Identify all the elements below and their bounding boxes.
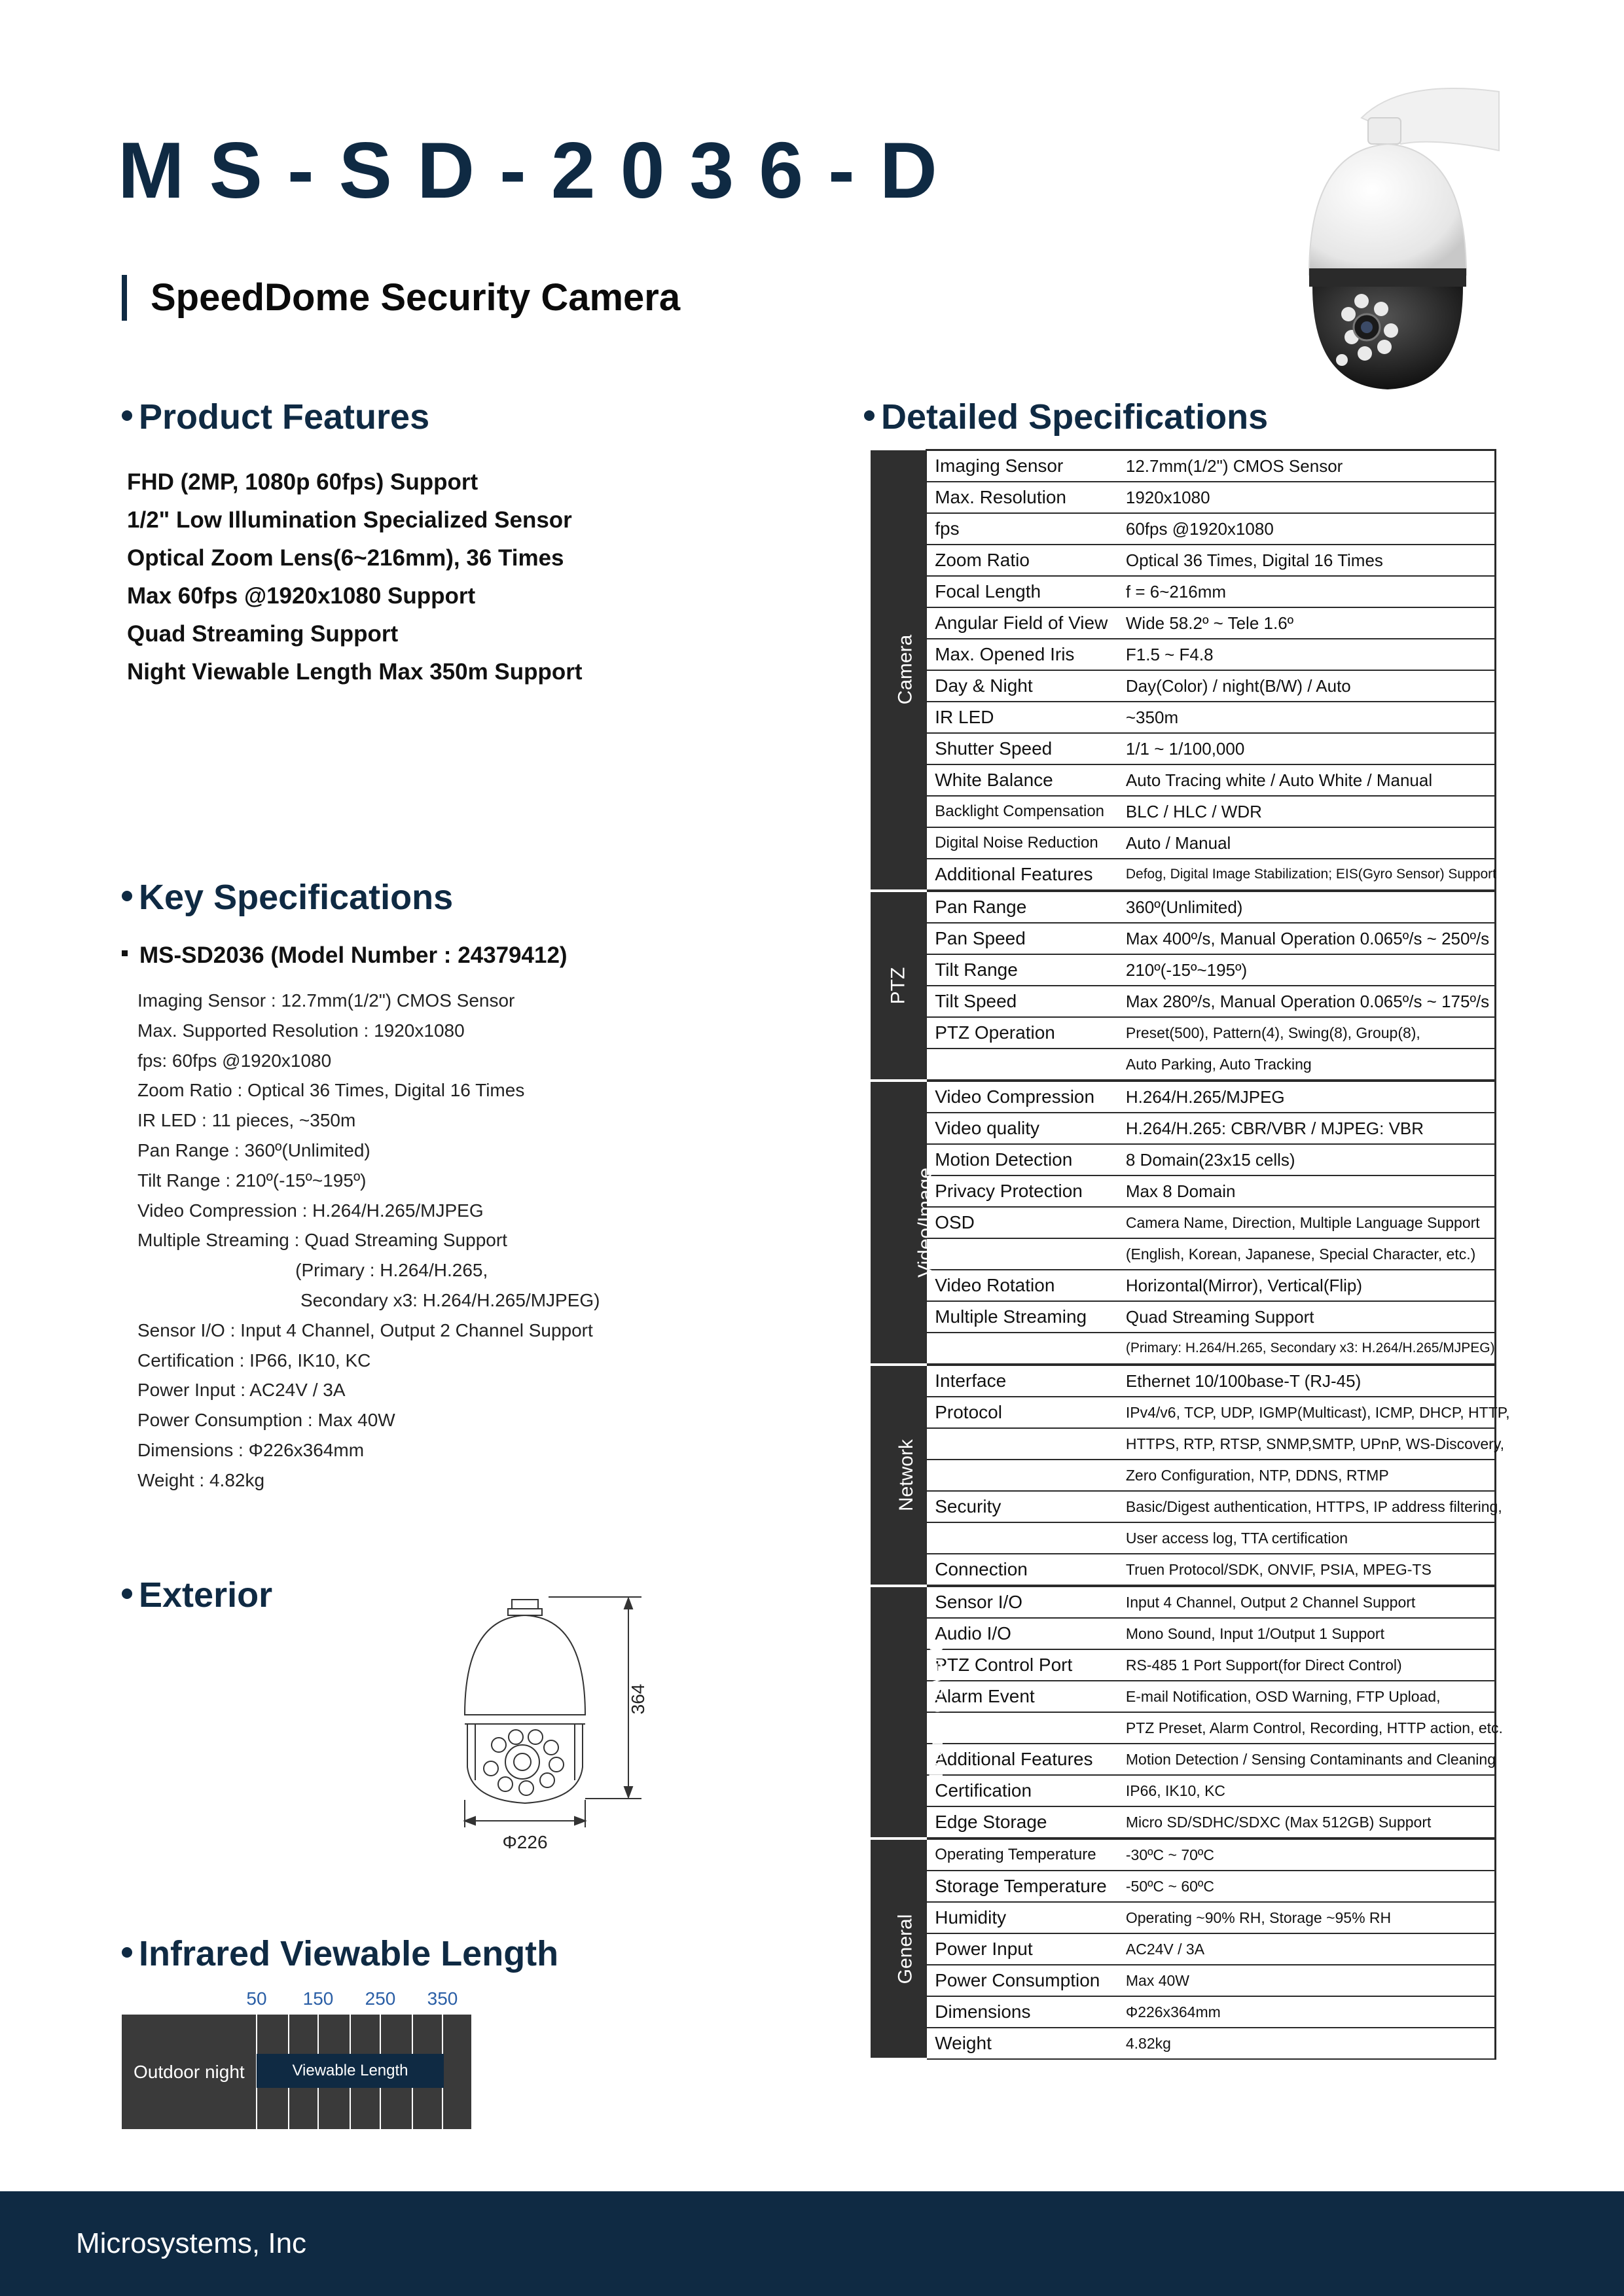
spec-label: Video Rotation [926,1270,1118,1301]
footer-bar [0,2191,1624,2296]
spec-row [871,891,1496,923]
spec-value: F1.5 ~ F4.8 [1118,639,1496,670]
spec-row [871,576,1496,607]
spec-row [871,1681,1496,1712]
spec-value: -30ºC ~ 70ºC [1118,1839,1496,1871]
key-spec-line: Tilt Range : 210º(-15º~195º) [137,1170,367,1191]
spec-label: Protocol [926,1397,1118,1428]
viewable-length-bar: Viewable Length [257,2054,444,2088]
spec-label: Focal Length [926,576,1118,607]
spec-value: Max 8 Domain [1118,1175,1496,1207]
spec-row [871,1113,1496,1144]
spec-row [871,733,1496,764]
key-spec-line: Certification : IP66, IK10, KC [137,1350,371,1371]
spec-row [871,1871,1496,1902]
spec-row [871,1270,1496,1301]
bullet-icon [122,891,132,901]
spec-label: PTZ Control Port [926,1649,1118,1681]
spec-row [871,639,1496,670]
spec-value: Auto Tracing white / Auto White / Manual [1118,764,1496,796]
spec-value: 360º(Unlimited) [1118,891,1496,923]
spec-value: Quad Streaming Support [1118,1301,1496,1333]
spec-row [871,1649,1496,1681]
spec-row [871,1618,1496,1649]
key-spec-line: Max. Supported Resolution : 1920x1080 [137,1020,465,1041]
distance-tick-label: 150 [302,1988,334,2009]
spec-label: Power Input [926,1933,1118,1965]
spec-value: Zero Configuration, NTP, DDNS, RTMP [1118,1460,1496,1491]
key-spec-line: Imaging Sensor : 12.7mm(1/2") CMOS Sensor [137,990,515,1011]
spec-label [926,1238,1118,1270]
key-specifications-title: Key Specifications [122,877,453,918]
spec-row [871,1775,1496,1806]
key-spec-line: Power Consumption : Max 40W [137,1410,395,1431]
distance-tick-label: 350 [427,1988,458,2009]
spec-value: Max 280º/s, Manual Operation 0.065º/s ~ 175º/s [1118,986,1496,1017]
spec-category-label: Video/Image [914,1168,936,1278]
spec-category-label: Interface/Event [925,1646,947,1778]
spec-value: Day(Color) / night(B/W) / Auto [1118,670,1496,702]
feature-item: 1/2" Low Illumination Specialized Sensor [127,507,572,533]
spec-label: Tilt Speed [926,986,1118,1017]
spec-label [926,1428,1118,1460]
spec-category [871,1365,926,1586]
spec-value: Preset(500), Pattern(4), Swing(8), Group(8), [1118,1017,1496,1049]
spec-category [871,1081,936,1365]
spec-value: Ethernet 10/100base-T (RJ-45) [1118,1365,1496,1397]
spec-row [871,1965,1496,1996]
infrared-viewable-length-title: Infrared Viewable Length [122,1933,558,1974]
spec-label: Connection [926,1554,1118,1586]
bullet-icon [122,1588,132,1599]
distance-ticks [122,1988,471,2012]
spec-label: Audio I/O [926,1618,1118,1649]
spec-label: Day & Night [926,670,1118,702]
spec-label: Max. Resolution [926,482,1118,513]
spec-value: Basic/Digest authentication, HTTPS, IP address filtering, [1118,1491,1496,1522]
spec-row [871,670,1496,702]
spec-value: f = 6~216mm [1118,576,1496,607]
spec-row [871,764,1496,796]
spec-value: User access log, TTA certification [1118,1522,1496,1554]
spec-row [871,1491,1496,1522]
spec-value: Truen Protocol/SDK, ONVIF, PSIA, MPEG-TS [1118,1554,1496,1586]
spec-label [926,1333,1118,1365]
key-spec-line: Secondary x3: H.264/H.265/MJPEG) [137,1289,600,1310]
feature-item: Max 60fps @1920x1080 Support [127,583,476,609]
spec-row [871,859,1496,891]
key-spec-line: Weight : 4.82kg [137,1469,265,1490]
spec-label: Digital Noise Reduction [926,827,1118,859]
spec-value: Horizontal(Mirror), Vertical(Flip) [1118,1270,1496,1301]
spec-value: ~350m [1118,702,1496,733]
spec-row [871,1460,1496,1491]
spec-label: Motion Detection [926,1144,1118,1175]
infrared-viewable-length-chart [122,1988,471,2129]
spec-label: Sensor I/O [926,1586,1118,1618]
detailed-specifications-title: Detailed Specifications [864,397,1268,437]
spec-value: 1/1 ~ 1/100,000 [1118,733,1496,764]
spec-row [871,1049,1496,1081]
spec-label: Dimensions [926,1996,1118,2028]
spec-value: Input 4 Channel, Output 2 Channel Support [1118,1586,1496,1618]
spec-category [871,1586,947,1839]
spec-value: PTZ Preset, Alarm Control, Recording, HTTP action, etc. [1118,1712,1496,1744]
spec-row [871,1712,1496,1744]
spec-row [871,545,1496,576]
spec-label: Zoom Ratio [926,545,1118,576]
key-specifications-list [137,986,825,1496]
key-spec-line: fps: 60fps @1920x1080 [137,1050,332,1071]
spec-row [871,1365,1496,1397]
spec-label: Video Compression [926,1081,1118,1113]
spec-label: Shutter Speed [926,733,1118,764]
key-spec-line: IR LED : 11 pieces, ~350m [137,1110,356,1131]
spec-value: BLC / HLC / WDR [1118,796,1496,827]
spec-value: Motion Detection / Sensing Contaminants and Cleaning [1118,1744,1496,1775]
spec-category [871,891,926,1081]
model-number-line: MS-SD2036 (Model Number : 24379412) [122,942,568,969]
spec-value: Micro SD/SDHC/SDXC (Max 512GB) Support [1118,1806,1496,1839]
key-spec-line: Multiple Streaming : Quad Streaming Support [137,1230,507,1251]
spec-value: Auto / Manual [1118,827,1496,859]
spec-row [871,1522,1496,1554]
spec-row [871,827,1496,859]
spec-row [871,923,1496,954]
product-features-title: Product Features [122,397,429,437]
spec-row [871,513,1496,545]
spec-row [871,482,1496,513]
spec-label: Storage Temperature [926,1871,1118,1902]
distance-tick-label: 50 [246,1988,267,2009]
exterior-title: Exterior [122,1575,272,1615]
spec-category-label: General [894,1914,916,1984]
spec-value: H.264/H.265: CBR/VBR / MJPEG: VBR [1118,1113,1496,1144]
spec-value: Φ226x364mm [1118,1996,1496,2028]
spec-label [926,1049,1118,1081]
spec-label: White Balance [926,764,1118,796]
spec-row [871,702,1496,733]
spec-value: RS-485 1 Port Support(for Direct Control) [1118,1649,1496,1681]
exterior-width-label: Φ226 [502,1832,548,1852]
spec-row [871,1144,1496,1175]
spec-label: OSD [926,1207,1118,1238]
spec-row [871,1081,1496,1113]
spec-row [871,2028,1496,2059]
spec-row [871,1428,1496,1460]
spec-label: Pan Range [926,891,1118,923]
key-spec-line: Sensor I/O : Input 4 Channel, Output 2 Channel Support [137,1319,593,1340]
spec-row [871,1207,1496,1238]
spec-row [871,607,1496,639]
spec-category-label: Network [895,1439,918,1512]
spec-row [871,986,1496,1017]
spec-label: fps [926,513,1118,545]
spec-label: Backlight Compensation [926,796,1118,827]
camera-product-image [1283,79,1506,406]
product-features-list [127,463,814,691]
spec-value: 4.82kg [1118,2028,1496,2059]
spec-label [926,1712,1118,1744]
bullet-icon [122,1947,132,1958]
spec-row [871,1554,1496,1586]
spec-value: Mono Sound, Input 1/Output 1 Support [1118,1618,1496,1649]
spec-category [871,450,926,891]
spec-label: Imaging Sensor [926,450,1118,482]
exterior-dimension-drawing [445,1584,668,1859]
spec-value: 8 Domain(23x15 cells) [1118,1144,1496,1175]
spec-value: (English, Korean, Japanese, Special Character, etc.) [1118,1238,1496,1270]
spec-value: IPv4/v6, TCP, UDP, IGMP(Multicast), ICMP, DHCP, HTTP, [1118,1397,1496,1428]
distance-tick-label: 250 [365,1988,396,2009]
spec-value: Max 40W [1118,1965,1496,1996]
spec-label: Certification [926,1775,1118,1806]
spec-value: -50ºC ~ 60ºC [1118,1871,1496,1902]
spec-row [871,1586,1496,1618]
spec-value: Optical 36 Times, Digital 16 Times [1118,545,1496,576]
spec-value: Wide 58.2º ~ Tele 1.6º [1118,607,1496,639]
feature-item: Quad Streaming Support [127,621,399,647]
spec-label: Humidity [926,1902,1118,1933]
spec-label: Additional Features [926,859,1118,891]
spec-label: Tilt Range [926,954,1118,986]
feature-item: FHD (2MP, 1080p 60fps) Support [127,469,478,495]
spec-value: Max 400º/s, Manual Operation 0.065º/s ~ 250º/s [1118,923,1496,954]
key-spec-line: Power Input : AC24V / 3A [137,1380,346,1401]
spec-value: H.264/H.265/MJPEG [1118,1081,1496,1113]
detailed-specifications-table [871,449,1510,2060]
spec-row [871,1397,1496,1428]
spec-row [871,1333,1496,1365]
product-subtitle: SpeedDome Security Camera [122,275,680,321]
square-bullet-icon [122,950,128,956]
spec-label: Alarm Event [926,1681,1118,1712]
spec-value: E-mail Notification, OSD Warning, FTP Upload, [1118,1681,1496,1712]
spec-label: Interface [926,1365,1118,1397]
spec-label: Operating Temperature [926,1839,1118,1871]
spec-row [871,796,1496,827]
infrared-range-box [122,2015,471,2129]
spec-row [871,1996,1496,2028]
spec-value: 60fps @1920x1080 [1118,513,1496,545]
spec-label: Max. Opened Iris [926,639,1118,670]
spec-label: IR LED [926,702,1118,733]
bullet-icon [122,410,132,421]
spec-label: Security [926,1491,1118,1522]
spec-category [871,1839,926,2059]
spec-value: AC24V / 3A [1118,1933,1496,1965]
spec-row [871,1806,1496,1839]
spec-value: 1920x1080 [1118,482,1496,513]
spec-label: Edge Storage [926,1806,1118,1839]
spec-row [871,1017,1496,1049]
spec-label: Multiple Streaming [926,1301,1118,1333]
spec-row [871,1238,1496,1270]
exterior-height-label: 364 [628,1683,648,1715]
spec-row [871,954,1496,986]
spec-value: 12.7mm(1/2") CMOS Sensor [1118,450,1496,482]
spec-label: Weight [926,2028,1118,2059]
feature-item: Optical Zoom Lens(6~216mm), 36 Times [127,545,564,571]
spec-category-label: Camera [894,634,916,705]
spec-label [926,1522,1118,1554]
spec-value: Auto Parking, Auto Tracking [1118,1049,1496,1081]
spec-label: Additional Features [926,1744,1118,1775]
spec-label: PTZ Operation [926,1017,1118,1049]
spec-row [871,1301,1496,1333]
spec-row [871,1175,1496,1207]
key-spec-line: Video Compression : H.264/H.265/MJPEG [137,1200,484,1221]
key-spec-line: Zoom Ratio : Optical 36 Times, Digital 16 Times [137,1080,525,1101]
spec-row [871,1902,1496,1933]
spec-value: 210º(-15º~195º) [1118,954,1496,986]
key-spec-line: (Primary : H.264/H.265, [137,1260,488,1281]
spec-category-label: PTZ [887,967,909,1005]
outdoor-night-label: Outdoor night [134,2062,245,2082]
spec-value: Defog, Digital Image Stabilization; EIS(Gyro Sensor) Support [1118,859,1496,891]
spec-label: Video quality [926,1113,1118,1144]
company-name: Microsystems, Inc [76,2227,307,2259]
model-title: MS-SD-2036-D [118,126,962,215]
spec-value: (Primary: H.264/H.265, Secondary x3: H.264/H.265/MJPEG) [1118,1333,1496,1365]
spec-row [871,1744,1496,1775]
spec-label: Pan Speed [926,923,1118,954]
spec-label: Privacy Protection [926,1175,1118,1207]
spec-value: Camera Name, Direction, Multiple Language Support [1118,1207,1496,1238]
bullet-icon [864,410,875,421]
spec-label: Power Consumption [926,1965,1118,1996]
spec-value: Operating ~90% RH, Storage ~95% RH [1118,1902,1496,1933]
spec-value: IP66, IK10, KC [1118,1775,1496,1806]
spec-row [871,450,1496,482]
feature-item: Night Viewable Length Max 350m Support [127,659,583,685]
spec-row [871,1839,1496,1871]
spec-value: HTTPS, RTP, RTSP, SNMP,SMTP, UPnP, WS-Discovery, [1118,1428,1496,1460]
key-spec-line: Pan Range : 360º(Unlimited) [137,1139,370,1160]
key-spec-line: Dimensions : Φ226x364mm [137,1439,365,1460]
spec-label: Angular Field of View [926,607,1118,639]
spec-label [926,1460,1118,1491]
spec-row [871,1933,1496,1965]
